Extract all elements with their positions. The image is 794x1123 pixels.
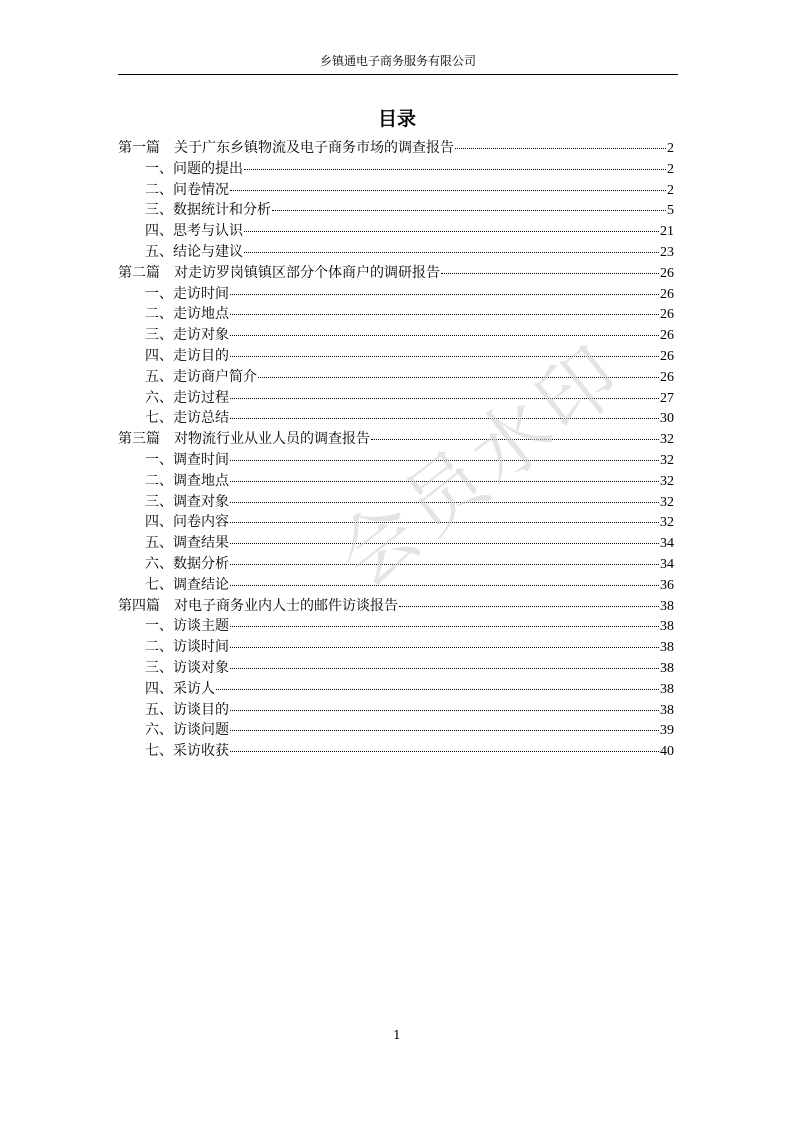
- toc-dot-leader: [230, 356, 659, 357]
- toc-entry-label: 一、访谈主题: [145, 618, 229, 635]
- toc-entry-label: 三、调查对象: [145, 493, 229, 510]
- toc-entry[interactable]: [118, 200, 674, 221]
- toc-entry-page: 26: [660, 286, 674, 302]
- toc-entry-page: 21: [660, 224, 674, 240]
- toc-entry-page: 2: [667, 182, 674, 198]
- toc-entry-label: 四、问卷内容: [145, 514, 229, 531]
- toc-entry-label: 第四篇 对电子商务业内人士的邮件访谈报告: [118, 597, 398, 614]
- toc-entry[interactable]: [118, 741, 674, 762]
- page-header: [118, 52, 678, 75]
- toc-entry[interactable]: [118, 429, 674, 450]
- toc-dot-leader: [230, 418, 659, 419]
- toc-dot-leader: [399, 606, 659, 607]
- toc-entry-page: 26: [660, 348, 674, 364]
- toc-entry[interactable]: [118, 575, 674, 596]
- toc-entry-label: 四、走访目的: [145, 347, 229, 364]
- toc-dot-leader: [441, 273, 659, 274]
- toc-entry-page: 38: [660, 702, 674, 718]
- toc-entry[interactable]: [118, 138, 674, 159]
- toc-entry-label: 四、思考与认识: [145, 223, 243, 240]
- toc-entry-label: 二、访谈时间: [145, 639, 229, 656]
- toc-entry[interactable]: [118, 367, 674, 388]
- toc-entry-label: 第三篇 对物流行业从业人员的调查报告: [118, 431, 370, 448]
- toc-entry-page: 30: [660, 411, 674, 427]
- toc-entry-page: 5: [667, 203, 674, 219]
- toc-entry-page: 32: [660, 515, 674, 531]
- toc-dot-leader: [230, 314, 659, 315]
- toc-entry[interactable]: [118, 616, 674, 637]
- toc-entry[interactable]: [118, 596, 674, 617]
- toc-entry[interactable]: [118, 471, 674, 492]
- toc-entry-page: 32: [660, 473, 674, 489]
- toc-dot-leader: [230, 668, 659, 669]
- toc-entry-label: 六、走访过程: [145, 389, 229, 406]
- toc-entry[interactable]: [118, 554, 674, 575]
- toc-entry-label: 二、调查地点: [145, 472, 229, 489]
- toc-entry-page: 34: [660, 556, 674, 572]
- toc-dot-leader: [272, 210, 666, 211]
- toc-entry-label: 四、采访人: [145, 680, 215, 697]
- toc-dot-leader: [230, 626, 659, 627]
- toc-entry[interactable]: [118, 637, 674, 658]
- toc-entry[interactable]: [118, 679, 674, 700]
- toc-entry-page: 2: [667, 161, 674, 177]
- toc-dot-leader: [230, 730, 659, 731]
- toc-entry[interactable]: [118, 159, 674, 180]
- toc-dot-leader: [230, 647, 659, 648]
- toc-entry-label: 七、调查结论: [145, 576, 229, 593]
- toc-entry[interactable]: [118, 242, 674, 263]
- toc-entry-label: 六、访谈问题: [145, 722, 229, 739]
- toc-entry-label: 七、采访收获: [145, 743, 229, 760]
- toc-dot-leader: [230, 190, 666, 191]
- toc-dot-leader: [230, 585, 659, 586]
- toc-entry-page: 27: [660, 390, 674, 406]
- toc-entry-label: 二、走访地点: [145, 306, 229, 323]
- toc-entry[interactable]: [118, 325, 674, 346]
- toc-entry-page: 32: [660, 494, 674, 510]
- toc-dot-leader: [244, 231, 659, 232]
- toc-dot-leader: [230, 335, 659, 336]
- toc-entry-page: 40: [660, 744, 674, 760]
- toc-entry-page: 32: [660, 452, 674, 468]
- toc-entry-page: 26: [660, 328, 674, 344]
- toc-entry-label: 五、结论与建议: [145, 243, 243, 260]
- toc-dot-leader: [230, 481, 659, 482]
- toc-entry-page: 34: [660, 536, 674, 552]
- toc-dot-leader: [371, 439, 659, 440]
- toc-entry-label: 一、问题的提出: [145, 160, 243, 177]
- toc-entry[interactable]: [118, 492, 674, 513]
- watermark-text: 会员水印: [321, 327, 642, 606]
- company-name: 乡镇通电子商务服务有限公司: [319, 54, 476, 68]
- toc-entry-page: 39: [660, 723, 674, 739]
- toc-dot-leader: [258, 377, 659, 378]
- toc-dot-leader: [230, 522, 659, 523]
- toc-entry-label: 三、走访对象: [145, 327, 229, 344]
- toc-entry-page: 36: [660, 577, 674, 593]
- toc-entry[interactable]: [118, 180, 674, 201]
- toc-dot-leader: [230, 564, 659, 565]
- toc-entry-label: 五、调查结果: [145, 535, 229, 552]
- toc-entry-label: 第一篇 关于广东乡镇物流及电子商务市场的调查报告: [118, 140, 454, 156]
- toc-dot-leader: [230, 543, 659, 544]
- toc-entry-page: 38: [660, 681, 674, 697]
- toc-entry-label: 第二篇 对走访罗岗镇镇区部分个体商户的调研报告: [118, 264, 440, 281]
- toc-entry-page: 32: [660, 432, 674, 448]
- toc-entry-label: 五、走访商户简介: [145, 368, 257, 385]
- toc-entry-label: 一、走访时间: [145, 285, 229, 302]
- toc-dot-leader: [230, 460, 659, 461]
- toc-entry-page: 38: [660, 598, 674, 614]
- toc-entry[interactable]: [118, 263, 674, 284]
- toc-entry-label: 五、访谈目的: [145, 701, 229, 718]
- toc-entry-label: 六、数据分析: [145, 555, 229, 572]
- toc-entry-page: 26: [660, 265, 674, 281]
- table-of-contents: [118, 138, 674, 762]
- toc-entry[interactable]: [118, 388, 674, 409]
- toc-entry[interactable]: [118, 408, 674, 429]
- toc-entry-page: 26: [660, 369, 674, 385]
- toc-entry[interactable]: [118, 658, 674, 679]
- toc-entry[interactable]: [118, 221, 674, 242]
- toc-entry-page: 38: [660, 619, 674, 635]
- toc-dot-leader: [455, 148, 666, 149]
- toc-entry[interactable]: [118, 346, 674, 367]
- toc-entry-label: 三、数据统计和分析: [145, 202, 271, 219]
- toc-entry-label: 二、问卷情况: [145, 181, 229, 198]
- toc-entry[interactable]: [118, 533, 674, 554]
- toc-entry-page: 23: [660, 244, 674, 260]
- toc-entry-label: 一、调查时间: [145, 451, 229, 468]
- toc-entry-label: 七、走访总结: [145, 410, 229, 427]
- toc-entry-page: 26: [660, 307, 674, 323]
- toc-dot-leader: [230, 294, 659, 295]
- toc-entry-page: 38: [660, 640, 674, 656]
- toc-entry-page: 38: [660, 660, 674, 676]
- toc-entry[interactable]: [118, 512, 674, 533]
- toc-entry[interactable]: [118, 450, 674, 471]
- toc-dot-leader: [230, 398, 659, 399]
- toc-dot-leader: [216, 689, 659, 690]
- toc-entry[interactable]: [118, 700, 674, 721]
- toc-entry[interactable]: [118, 720, 674, 741]
- toc-dot-leader: [244, 169, 666, 170]
- toc-dot-leader: [230, 751, 659, 752]
- toc-entry-label: 三、访谈对象: [145, 659, 229, 676]
- toc-title: 目录: [377, 108, 416, 130]
- page-number: 1: [393, 1028, 401, 1042]
- toc-entry-page: 2: [667, 141, 674, 156]
- toc-dot-leader: [230, 710, 659, 711]
- toc-dot-leader: [244, 252, 659, 253]
- toc-dot-leader: [230, 502, 659, 503]
- toc-entry[interactable]: [118, 284, 674, 305]
- toc-entry[interactable]: [118, 304, 674, 325]
